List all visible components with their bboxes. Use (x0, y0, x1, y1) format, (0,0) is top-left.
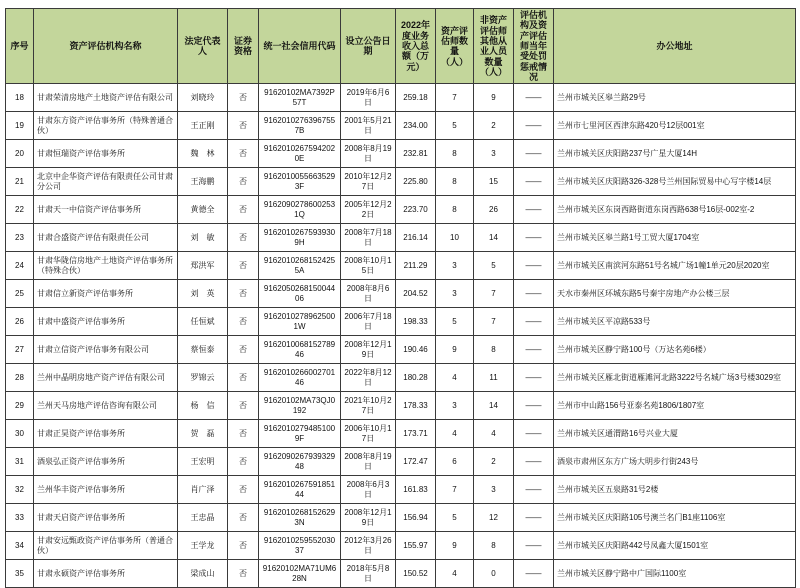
cell-legal-rep[interactable]: 王正刚 (178, 112, 228, 140)
cell-non-appraiser-count[interactable]: 3 (474, 140, 514, 168)
cell-legal-rep[interactable]: 任恒斌 (178, 308, 228, 336)
cell-2022-revenue[interactable]: 173.71 (396, 420, 436, 448)
table-row (6, 140, 796, 168)
cell-announce-date[interactable]: 2001年5月21日 (341, 112, 396, 140)
cell-credit-code[interactable]: 91620102MA7392P57T (259, 84, 341, 112)
cell-2022-revenue[interactable]: 161.83 (396, 476, 436, 504)
cell-agency-name[interactable]: 兰州中晶明房地产资产评估有限公司 (34, 364, 178, 392)
col-agency-name: 资产评估机构名称 (34, 9, 178, 84)
table-row (6, 196, 796, 224)
cell-index[interactable]: 34 (6, 532, 34, 560)
cell-office-address[interactable]: 兰州市城关区静宁路100号（万达名苑6楼） (554, 336, 796, 364)
cell-index[interactable]: 33 (6, 504, 34, 532)
cell-announce-date[interactable]: 2006年10月17日 (341, 420, 396, 448)
cell-credit-code[interactable]: 91620102MA73QJ0192 (259, 392, 341, 420)
cell-office-address[interactable]: 兰州市城关区雁北街道雁滩河北路3222号名城广场3号楼3029室 (554, 364, 796, 392)
cell-index[interactable]: 26 (6, 308, 34, 336)
cell-non-appraiser-count[interactable]: 11 (474, 364, 514, 392)
cell-appraiser-count[interactable]: 3 (436, 392, 474, 420)
col-index: 序号 (6, 9, 34, 84)
cell-non-appraiser-count[interactable]: 2 (474, 448, 514, 476)
cell-agency-name[interactable]: 甘肃天启资产评估事务所 (34, 504, 178, 532)
cell-legal-rep[interactable]: 肖广泽 (178, 476, 228, 504)
cell-legal-rep[interactable]: 郑洪军 (178, 252, 228, 280)
table-row (6, 280, 796, 308)
cell-announce-date[interactable]: 2010年12月27日 (341, 168, 396, 196)
cell-securities-qualification[interactable]: 否 (228, 532, 259, 560)
table-row (6, 504, 796, 532)
table-row (6, 364, 796, 392)
cell-announce-date[interactable]: 2008年6月3日 (341, 476, 396, 504)
cell-punishment-status[interactable]: —— (514, 168, 554, 196)
cell-securities-qualification[interactable]: 否 (228, 140, 259, 168)
cell-non-appraiser-count[interactable]: 14 (474, 224, 514, 252)
cell-2022-revenue[interactable]: 259.18 (396, 84, 436, 112)
cell-non-appraiser-count[interactable]: 8 (474, 336, 514, 364)
cell-2022-revenue[interactable]: 225.80 (396, 168, 436, 196)
cell-appraiser-count[interactable]: 3 (436, 280, 474, 308)
cell-credit-code[interactable]: 91620102681526293N (259, 504, 341, 532)
cell-office-address[interactable]: 兰州市城关区平凉路533号 (554, 308, 796, 336)
cell-index[interactable]: 32 (6, 476, 34, 504)
cell-non-appraiser-count[interactable]: 8 (474, 532, 514, 560)
cell-agency-name[interactable]: 兰州天马房地产评估咨询有限公司 (34, 392, 178, 420)
table-row (6, 84, 796, 112)
cell-punishment-status[interactable]: —— (514, 420, 554, 448)
cell-legal-rep[interactable]: 梁成山 (178, 560, 228, 588)
table-row (6, 224, 796, 252)
cell-agency-name[interactable]: 甘肃信立新资产评估事务所 (34, 280, 178, 308)
cell-index[interactable]: 30 (6, 420, 34, 448)
cell-securities-qualification[interactable]: 否 (228, 364, 259, 392)
cell-2022-revenue[interactable]: 178.33 (396, 392, 436, 420)
cell-credit-code[interactable]: 916201006815278946 (259, 336, 341, 364)
cell-punishment-status[interactable]: —— (514, 224, 554, 252)
cell-appraiser-count[interactable]: 5 (436, 112, 474, 140)
table-row (6, 168, 796, 196)
cell-office-address[interactable]: 兰州市城关区皋兰路29号 (554, 84, 796, 112)
cell-office-address[interactable]: 天水市秦州区环城东路5号秦宇房地产办公楼三层 (554, 280, 796, 308)
cell-credit-code[interactable]: 91620102789625001W (259, 308, 341, 336)
cell-index[interactable]: 22 (6, 196, 34, 224)
cell-appraiser-count[interactable]: 9 (436, 336, 474, 364)
table-row (6, 336, 796, 364)
cell-appraiser-count[interactable]: 7 (436, 84, 474, 112)
cell-office-address[interactable]: 兰州市城关区通渭路16号兴业大厦 (554, 420, 796, 448)
cell-non-appraiser-count[interactable]: 3 (474, 476, 514, 504)
cell-appraiser-count[interactable]: 4 (436, 364, 474, 392)
col-securities-qualification: 证券资格 (228, 9, 259, 84)
cell-appraiser-count[interactable]: 9 (436, 532, 474, 560)
cell-punishment-status[interactable]: —— (514, 196, 554, 224)
cell-securities-qualification[interactable]: 否 (228, 252, 259, 280)
cell-2022-revenue[interactable]: 211.29 (396, 252, 436, 280)
cell-index[interactable]: 21 (6, 168, 34, 196)
cell-index[interactable]: 20 (6, 140, 34, 168)
cell-2022-revenue[interactable]: 234.00 (396, 112, 436, 140)
cell-agency-name[interactable]: 甘肃中盛资产评估事务所 (34, 308, 178, 336)
cell-office-address[interactable]: 兰州市城关区静宁路中广国际1100室 (554, 560, 796, 588)
cell-non-appraiser-count[interactable]: 9 (474, 84, 514, 112)
cell-appraiser-count[interactable]: 7 (436, 476, 474, 504)
cell-announce-date[interactable]: 2021年10月27日 (341, 392, 396, 420)
cell-legal-rep[interactable]: 刘晓玲 (178, 84, 228, 112)
cell-2022-revenue[interactable]: 232.81 (396, 140, 436, 168)
cell-office-address[interactable]: 兰州市城关区庆阳路442号凤鑫大厦1501室 (554, 532, 796, 560)
cell-non-appraiser-count[interactable]: 12 (474, 504, 514, 532)
cell-office-address[interactable]: 兰州市七里河区西津东路420号12层001室 (554, 112, 796, 140)
cell-announce-date[interactable]: 2008年8月6日 (341, 280, 396, 308)
cell-appraiser-count[interactable]: 10 (436, 224, 474, 252)
cell-appraiser-count[interactable]: 8 (436, 196, 474, 224)
table-body (6, 84, 796, 588)
cell-securities-qualification[interactable]: 否 (228, 392, 259, 420)
cell-non-appraiser-count[interactable]: 5 (474, 252, 514, 280)
cell-2022-revenue[interactable]: 216.14 (396, 224, 436, 252)
appraisal-agencies-table (5, 8, 796, 588)
cell-2022-revenue[interactable]: 190.46 (396, 336, 436, 364)
table-row (6, 392, 796, 420)
cell-office-address[interactable]: 兰州市城关区庆阳路326-328号兰州国际贸易中心写字楼14层 (554, 168, 796, 196)
cell-office-address[interactable]: 酒泉市肃州区东方广场大明步行街243号 (554, 448, 796, 476)
cell-2022-revenue[interactable]: 204.52 (396, 280, 436, 308)
cell-office-address[interactable]: 兰州市中山路156号亚泰名苑1806/1807室 (554, 392, 796, 420)
col-appraiser-count: 资产评估师数量（人） (436, 9, 474, 84)
cell-index[interactable]: 27 (6, 336, 34, 364)
table-row (6, 420, 796, 448)
cell-credit-code[interactable]: 916201025955203037 (259, 532, 341, 560)
col-credit-code: 统一社会信用代码 (259, 9, 341, 84)
cell-non-appraiser-count[interactable]: 7 (474, 280, 514, 308)
table-row (6, 252, 796, 280)
cell-agency-name[interactable]: 甘肃东方资产评估事务所（特殊普通合伙） (34, 112, 178, 140)
cell-securities-qualification[interactable]: 否 (228, 336, 259, 364)
cell-punishment-status[interactable]: —— (514, 504, 554, 532)
cell-2022-revenue[interactable]: 198.33 (396, 308, 436, 336)
cell-agency-name[interactable]: 甘肃正昊资产评估事务所 (34, 420, 178, 448)
cell-non-appraiser-count[interactable]: 2 (474, 112, 514, 140)
cell-credit-code[interactable]: 91620902786002531Q (259, 196, 341, 224)
cell-securities-qualification[interactable]: 否 (228, 420, 259, 448)
cell-credit-code[interactable]: 91620102MA71UM628N (259, 560, 341, 588)
col-2022-revenue: 2022年度业务收入总额（万元） (396, 9, 436, 84)
cell-agency-name[interactable]: 甘肃华陇信房地产土地资产评估事务所（特殊合伙） (34, 252, 178, 280)
cell-credit-code[interactable]: 916201026600270146 (259, 364, 341, 392)
cell-punishment-status[interactable]: —— (514, 476, 554, 504)
cell-legal-rep[interactable]: 王学龙 (178, 532, 228, 560)
cell-announce-date[interactable]: 2008年12月19日 (341, 504, 396, 532)
cell-announce-date[interactable]: 2022年8月12日 (341, 364, 396, 392)
cell-announce-date[interactable]: 2008年12月19日 (341, 336, 396, 364)
cell-securities-qualification[interactable]: 否 (228, 476, 259, 504)
cell-punishment-status[interactable]: —— (514, 448, 554, 476)
cell-legal-rep[interactable]: 刘 英 (178, 280, 228, 308)
cell-punishment-status[interactable]: —— (514, 392, 554, 420)
cell-appraiser-count[interactable]: 5 (436, 308, 474, 336)
cell-securities-qualification[interactable]: 否 (228, 196, 259, 224)
cell-2022-revenue[interactable]: 172.47 (396, 448, 436, 476)
cell-credit-code[interactable]: 91620100556635293F (259, 168, 341, 196)
col-announce-date: 设立公告日期 (341, 9, 396, 84)
cell-announce-date[interactable]: 2008年8月19日 (341, 140, 396, 168)
col-legal-rep: 法定代表人 (178, 9, 228, 84)
table-row (6, 112, 796, 140)
cell-punishment-status[interactable]: —— (514, 112, 554, 140)
cell-agency-name[interactable]: 甘肃荣清房地产土地资产评估有限公司 (34, 84, 178, 112)
cell-appraiser-count[interactable]: 4 (436, 560, 474, 588)
cell-announce-date[interactable]: 2005年12月22日 (341, 196, 396, 224)
cell-office-address[interactable]: 兰州市城关区庆阳路105号澳兰名门B1座1106室 (554, 504, 796, 532)
cell-2022-revenue[interactable]: 223.70 (396, 196, 436, 224)
cell-non-appraiser-count[interactable]: 7 (474, 308, 514, 336)
cell-legal-rep[interactable]: 杨 信 (178, 392, 228, 420)
cell-non-appraiser-count[interactable]: 15 (474, 168, 514, 196)
cell-office-address[interactable]: 兰州市城关区皋兰路1号工贸大厦1704室 (554, 224, 796, 252)
cell-index[interactable]: 31 (6, 448, 34, 476)
cell-appraiser-count[interactable]: 4 (436, 420, 474, 448)
cell-announce-date[interactable]: 2018年5月8日 (341, 560, 396, 588)
cell-non-appraiser-count[interactable]: 4 (474, 420, 514, 448)
table-row (6, 448, 796, 476)
cell-agency-name[interactable]: 甘肃永硕资产评估事务所 (34, 560, 178, 588)
cell-credit-code[interactable]: 91620102763967557B (259, 112, 341, 140)
cell-index[interactable]: 24 (6, 252, 34, 280)
cell-announce-date[interactable]: 2006年7月18日 (341, 308, 396, 336)
cell-office-address[interactable]: 兰州市城关区东岗西路街道东岗西路638号16层-002室-2 (554, 196, 796, 224)
cell-securities-qualification[interactable]: 否 (228, 112, 259, 140)
cell-credit-code[interactable]: 916201026759185144 (259, 476, 341, 504)
cell-appraiser-count[interactable]: 6 (436, 448, 474, 476)
cell-office-address[interactable]: 兰州市城关区五泉路31号2楼 (554, 476, 796, 504)
cell-legal-rep[interactable]: 黄德全 (178, 196, 228, 224)
cell-non-appraiser-count[interactable]: 0 (474, 560, 514, 588)
col-punishment-status: 评估机构及资产评估师当年受处罚惩戒情况 (514, 9, 554, 84)
cell-credit-code[interactable]: 91620102675939309H (259, 224, 341, 252)
cell-announce-date[interactable]: 2019年6月6日 (341, 84, 396, 112)
cell-agency-name[interactable]: 甘肃天一中信资产评估事务所 (34, 196, 178, 224)
cell-legal-rep[interactable]: 贺 磊 (178, 420, 228, 448)
cell-appraiser-count[interactable]: 5 (436, 504, 474, 532)
table-row (6, 308, 796, 336)
cell-agency-name[interactable]: 甘肃立信资产评估事务有限公司 (34, 336, 178, 364)
cell-index[interactable]: 18 (6, 84, 34, 112)
cell-securities-qualification[interactable]: 否 (228, 84, 259, 112)
cell-punishment-status[interactable]: —— (514, 140, 554, 168)
cell-agency-name[interactable]: 酒泉弘正资产评估事务所 (34, 448, 178, 476)
cell-securities-qualification[interactable]: 否 (228, 224, 259, 252)
cell-non-appraiser-count[interactable]: 26 (474, 196, 514, 224)
cell-announce-date[interactable]: 2008年7月18日 (341, 224, 396, 252)
cell-index[interactable]: 19 (6, 112, 34, 140)
cell-securities-qualification[interactable]: 否 (228, 504, 259, 532)
table-row (6, 560, 796, 588)
cell-appraiser-count[interactable]: 8 (436, 168, 474, 196)
cell-non-appraiser-count[interactable]: 14 (474, 392, 514, 420)
cell-announce-date[interactable]: 2008年8月19日 (341, 448, 396, 476)
cell-credit-code[interactable]: 91620102675942020E (259, 140, 341, 168)
cell-2022-revenue[interactable]: 155.97 (396, 532, 436, 560)
table-header (6, 9, 796, 84)
header-row (6, 9, 796, 84)
cell-legal-rep[interactable]: 罗锦云 (178, 364, 228, 392)
cell-legal-rep[interactable]: 魏 林 (178, 140, 228, 168)
cell-announce-date[interactable]: 2008年10月15日 (341, 252, 396, 280)
cell-office-address[interactable]: 兰州市城关区庆阳路237号广星大厦14H (554, 140, 796, 168)
cell-punishment-status[interactable]: —— (514, 560, 554, 588)
cell-punishment-status[interactable]: —— (514, 308, 554, 336)
cell-credit-code[interactable]: 91620102681524255A (259, 252, 341, 280)
table-row (6, 532, 796, 560)
table-row (6, 476, 796, 504)
cell-2022-revenue[interactable]: 156.94 (396, 504, 436, 532)
cell-punishment-status[interactable]: —— (514, 252, 554, 280)
cell-legal-rep[interactable]: 刘 敏 (178, 224, 228, 252)
cell-agency-name[interactable]: 北京中企华资产评估有限责任公司甘肃分公司 (34, 168, 178, 196)
cell-credit-code[interactable]: 91620102794851009F (259, 420, 341, 448)
col-non-appraiser-count: 非资产评估师其他从业人员数量（人） (474, 9, 514, 84)
cell-securities-qualification[interactable]: 否 (228, 448, 259, 476)
cell-index[interactable]: 23 (6, 224, 34, 252)
cell-index[interactable]: 28 (6, 364, 34, 392)
cell-announce-date[interactable]: 2012年3月26日 (341, 532, 396, 560)
cell-agency-name[interactable]: 兰州华丰资产评估事务所 (34, 476, 178, 504)
cell-legal-rep[interactable]: 王宏明 (178, 448, 228, 476)
cell-securities-qualification[interactable]: 否 (228, 560, 259, 588)
cell-index[interactable]: 35 (6, 560, 34, 588)
col-office-address: 办公地址 (554, 9, 796, 84)
cell-appraiser-count[interactable]: 3 (436, 252, 474, 280)
cell-punishment-status[interactable]: —— (514, 336, 554, 364)
cell-legal-rep[interactable]: 王海鹏 (178, 168, 228, 196)
cell-agency-name[interactable]: 甘肃安远甄政资产评估事务所（普通合伙） (34, 532, 178, 560)
cell-agency-name[interactable]: 甘肃恒瑞资产评估事务所 (34, 140, 178, 168)
cell-credit-code[interactable]: 916209026793932948 (259, 448, 341, 476)
cell-2022-revenue[interactable]: 150.52 (396, 560, 436, 588)
cell-legal-rep[interactable]: 蔡恒泰 (178, 336, 228, 364)
cell-securities-qualification[interactable]: 否 (228, 280, 259, 308)
cell-punishment-status[interactable]: —— (514, 84, 554, 112)
cell-office-address[interactable]: 兰州市城关区南滨河东路51号名城广场1幢1单元20层2020室 (554, 252, 796, 280)
cell-punishment-status[interactable]: —— (514, 364, 554, 392)
cell-securities-qualification[interactable]: 否 (228, 308, 259, 336)
cell-punishment-status[interactable]: —— (514, 532, 554, 560)
cell-index[interactable]: 25 (6, 280, 34, 308)
cell-legal-rep[interactable]: 王忠晶 (178, 504, 228, 532)
cell-appraiser-count[interactable]: 8 (436, 140, 474, 168)
cell-punishment-status[interactable]: —— (514, 280, 554, 308)
cell-credit-code[interactable]: 916205026815004406 (259, 280, 341, 308)
cell-2022-revenue[interactable]: 180.28 (396, 364, 436, 392)
cell-index[interactable]: 29 (6, 392, 34, 420)
cell-securities-qualification[interactable]: 否 (228, 168, 259, 196)
cell-agency-name[interactable]: 甘肃合盛资产评估有限责任公司 (34, 224, 178, 252)
